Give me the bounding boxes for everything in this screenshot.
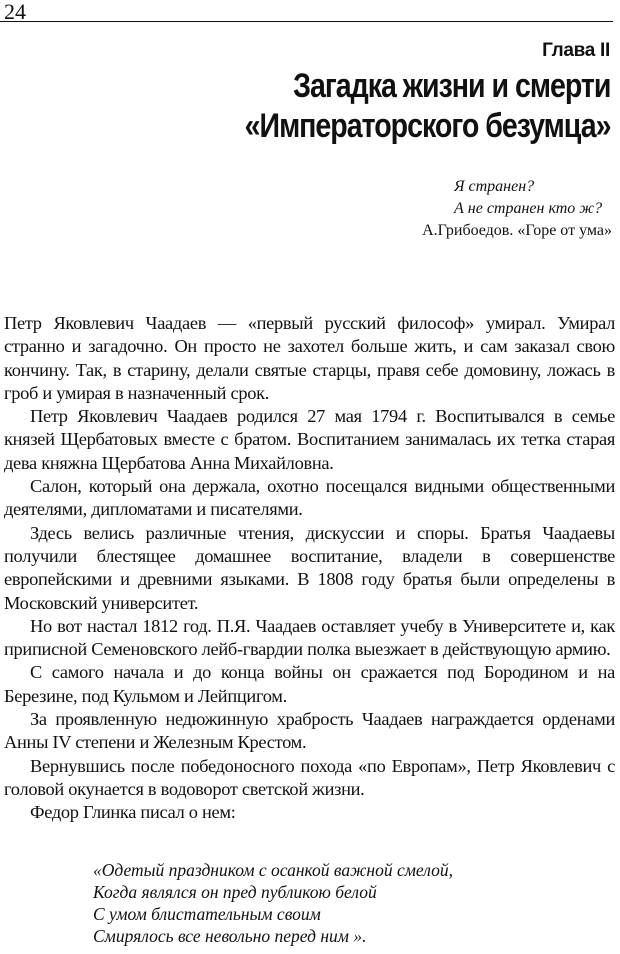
- paragraph: Петр Яковлевич Чаадаев родился 27 мая 1794 г. Воспитывался в семье князей Щербатовых вместе с братом. Воспитанием занималась их тетка старая дева княжна Щербатова Анна Михайловна.: [4, 406, 615, 473]
- poem-line: «Одетый праздником с осанкой важной смелой,: [93, 860, 453, 880]
- page-number: 24: [4, 0, 26, 24]
- epigraph: [300, 176, 612, 242]
- paragraph: Петр Яковлевич Чаадаев — «первый русский философ» умирал. Умирал странно и загадочно. Он просто не захотел больше жить, и сам заказал свою кончину. Так, в старину, делали святые старцы, правя себе домовину, ложась в гроб и умирая в назначенный срок.: [4, 313, 615, 403]
- paragraph: Вернувшись после победоносного похода «по Европам», Петр Яковлевич с головой окунается в водоворот светской жизни.: [4, 755, 615, 799]
- paragraph: Здесь велись различные чтения, дискуссии и споры. Братья Чаадаевы получили блестящее домашнее воспитание, владели в совершенстве европейскими и древними языками. В 1808 году братья были определены в Московский университет.: [4, 522, 615, 613]
- paragraph: За проявленную недюжинную храбрость Чаадаев награждается орденами Анны IV степени и Железным Крестом.: [4, 709, 615, 753]
- epigraph-line: А не странен кто ж?: [454, 200, 603, 217]
- header-rule: [0, 21, 613, 22]
- paragraph: Салон, который она держала, охотно посещался видными общественными деятелями, дипломатами и писателями.: [4, 476, 615, 520]
- paragraph: Но вот настал 1812 год. П.Я. Чаадаев оставляет учебу в Университете и, как приписной Семеновского лейб-гвардии полка выезжает в действующую армию.: [4, 615, 615, 660]
- poem-line: Когда являлся он пред публикою белой: [93, 882, 377, 902]
- chapter-title: [244, 66, 610, 146]
- poem-line: С умом блистательным своим: [93, 904, 321, 924]
- poem-line: Смирялось все невольно перед ним ».: [93, 926, 367, 946]
- body-text: [4, 312, 615, 825]
- paragraph: Федор Глинка писал о нем:: [30, 802, 236, 823]
- chapter-title-line: Загадка жизни и смерти: [292, 67, 610, 105]
- poem-quote: [93, 859, 453, 947]
- chapter-title-line: «Императорского безумца»: [244, 107, 610, 145]
- paragraph: С самого начала и до конца войны он сражается под Бородином и на Березине, под Кульмом и Лейпцигом.: [4, 662, 615, 706]
- epigraph-attribution: А.Грибоедов. «Горе от ума»: [422, 222, 612, 239]
- epigraph-line: Я странен?: [454, 178, 535, 195]
- chapter-label: Глава II: [542, 40, 610, 61]
